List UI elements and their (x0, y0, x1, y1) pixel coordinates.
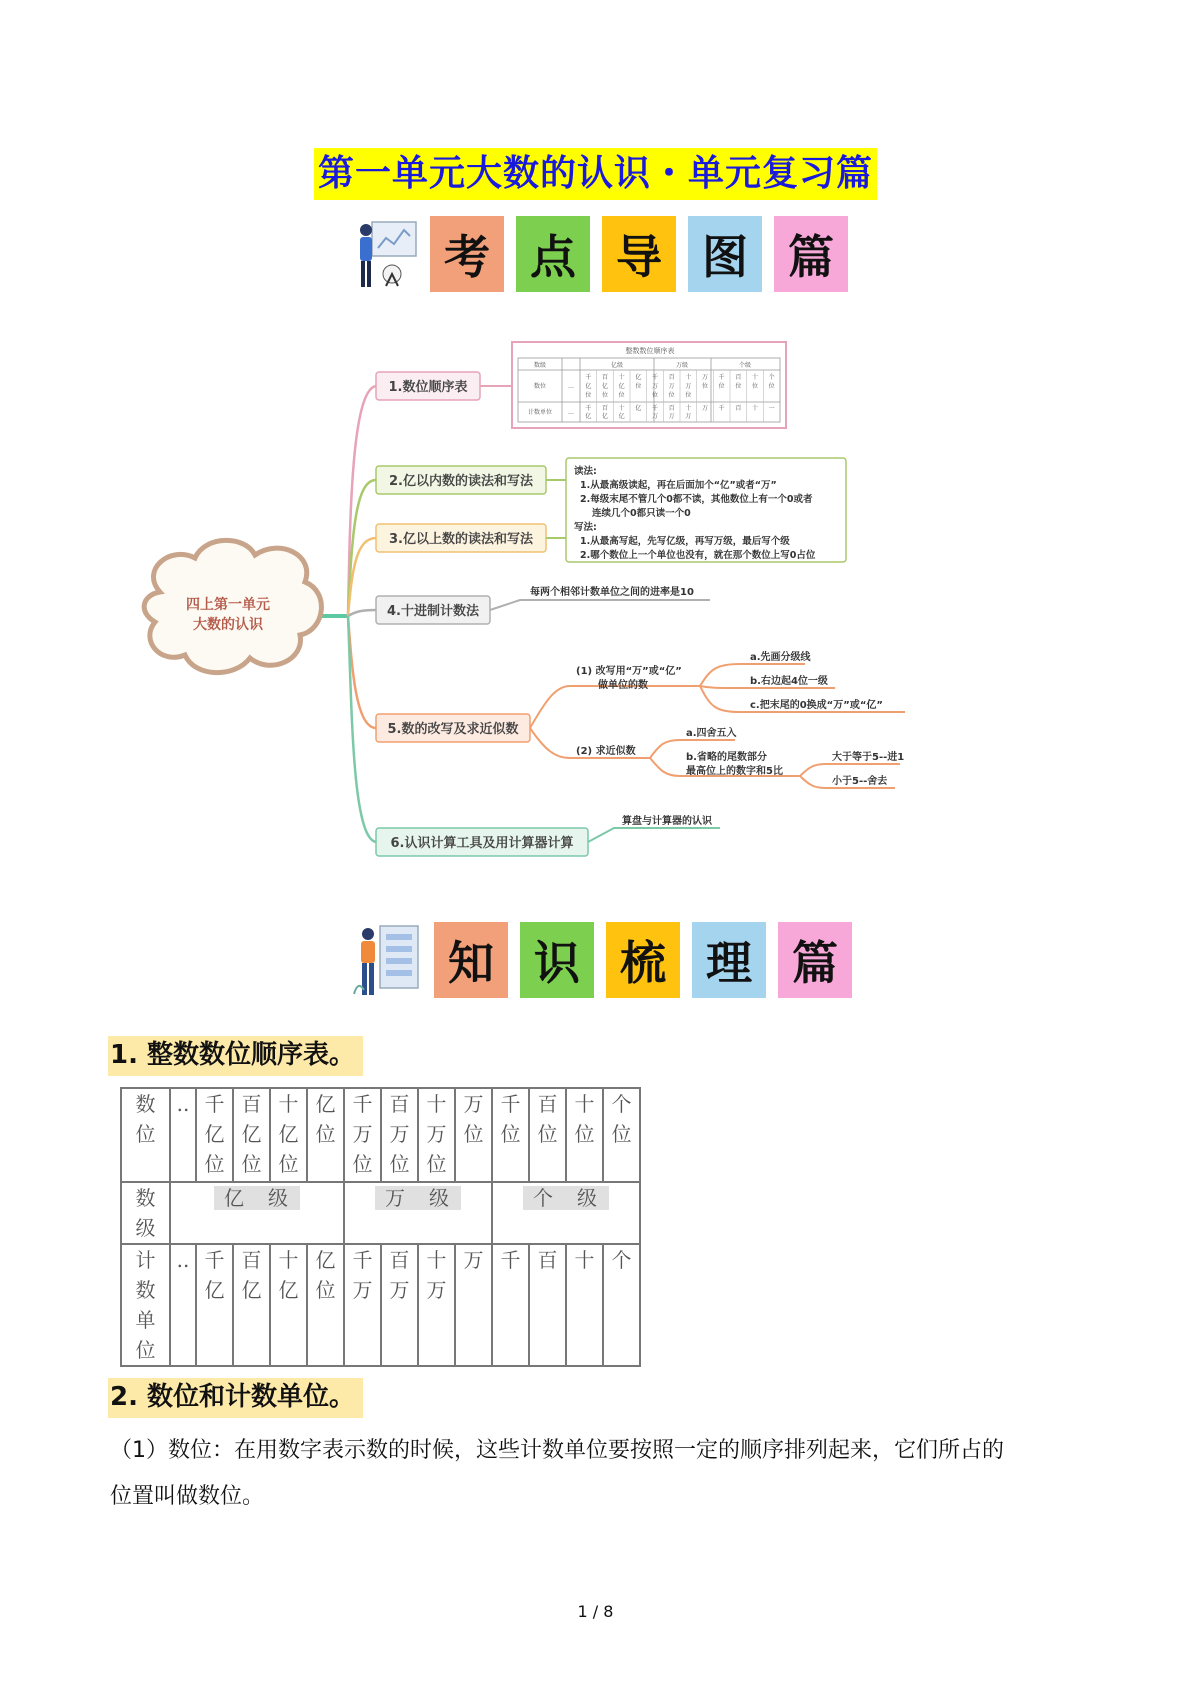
unit-cell: 十 万 (418, 1244, 455, 1366)
mini-unit-char: 百 (601, 405, 609, 412)
svg-text:…: … (568, 409, 574, 416)
tools-note: 算盘与计算器的认识 (622, 816, 712, 827)
paragraph-line-1: （1）数位：在用数字表示数的时候，这些计数单位要按照一定的顺序排列起来，它们所占的 (110, 1438, 1005, 1463)
mini-digit-char: 万 (701, 374, 709, 381)
mini-unit-char: 亿 (601, 413, 609, 420)
mini-digit-char: 位 (701, 383, 709, 390)
digit-cell: 十 位 (566, 1088, 603, 1182)
mini-digit-char: 位 (735, 383, 742, 390)
svg-text:亿级: 亿级 (610, 362, 624, 369)
level-wan: 万 级 (344, 1182, 492, 1244)
unit-cell: 千 (492, 1244, 529, 1366)
svg-text:数位: 数位 (533, 383, 547, 390)
mini-digit-char: 个 (768, 374, 775, 381)
svg-text:数级: 数级 (533, 362, 547, 369)
mini-unit-char: 万 (668, 413, 675, 420)
presenter-board-icon (350, 922, 422, 1004)
mini-digit-char: 万 (651, 383, 659, 390)
mindmap-center-line1: 四上第一单元 (186, 597, 270, 613)
note-line-5: 写法: (574, 522, 597, 533)
svg-text:个级: 个级 (738, 362, 752, 369)
place-value-table (120, 1087, 641, 1367)
unit-cell: 十 亿 (270, 1244, 307, 1366)
banner2-tile-4: 理 (692, 922, 766, 998)
unit-cell: 万 (455, 1244, 492, 1366)
note-line-1: 读法: (574, 466, 597, 477)
mini-digit-char: 位 (718, 383, 725, 390)
mini-digit-char: 位 (651, 392, 659, 399)
mini-unit-char: 万 (685, 413, 692, 420)
level-yi: 亿 级 (170, 1182, 344, 1244)
digit-cell: 千 位 (492, 1088, 529, 1182)
rewrite-sub2-item-a: a.四舍五入 (686, 728, 737, 739)
note-line-4: 连续几个0都只读一个0 (592, 508, 691, 519)
mini-digit-char: 十 (751, 374, 759, 381)
mini-unit-char: 千 (585, 405, 592, 412)
rewrite-sub1-item-a: a.先画分级线 (750, 652, 811, 663)
mini-unit-char: 十 (751, 405, 759, 412)
mini-digit-char: 千 (651, 374, 659, 381)
mini-unit-char: 亿 (618, 413, 625, 420)
svg-text:…: … (568, 383, 574, 390)
digit-cell: 万 位 (455, 1088, 492, 1182)
mini-digit-char: 千 (718, 374, 725, 381)
unit-cell: 个 (603, 1244, 640, 1366)
banner1-tile-5: 篇 (774, 216, 848, 292)
branch-1-label: 1.数位顺序表 (388, 380, 468, 395)
digit-cell: 千 万 位 (344, 1088, 381, 1182)
branch-2-label: 2.亿以内数的读法和写法 (389, 474, 533, 489)
mini-digit-char: 万 (668, 383, 675, 390)
banner1-tile-4: 图 (688, 216, 762, 292)
mini-digit-char: 位 (768, 383, 775, 390)
rewrite-sub2-item-b-line1: b.省略的尾数部分 (686, 752, 767, 763)
svg-text:整数数位顺序表: 整数数位顺序表 (625, 347, 675, 355)
mini-digit-char: 百 (735, 374, 742, 381)
banner2-tile-1: 知 (434, 922, 508, 998)
banner2-tile-2: 识 (520, 922, 594, 998)
digit-cell: 百 万 位 (381, 1088, 418, 1182)
mindmap-center-cloud (144, 540, 321, 672)
branch-3-label: 3.亿以上数的读法和写法 (389, 532, 533, 547)
note-line-2: 1.从最高级读起，再在后面加个“亿”或者“万” (580, 480, 777, 491)
mini-unit-char: 亿 (635, 405, 642, 412)
rewrite-leaf-2: 小于5--舍去 (832, 776, 888, 787)
mini-digit-char: 百 (601, 374, 609, 381)
digit-cell: 百 位 (529, 1088, 566, 1182)
rewrite-sub1-line2: 做单位的数 (598, 680, 648, 691)
table-ellipsis-1: .. (170, 1088, 196, 1182)
unit-cell: 千 亿 (196, 1244, 233, 1366)
mini-digit-char: 位 (685, 392, 692, 399)
rewrite-sub1-line1: (1) 改写用“万”或“亿” (576, 666, 682, 677)
branch-6-label: 6.认识计算工具及用计算器计算 (390, 836, 574, 851)
mini-place-value-table (512, 342, 786, 428)
branch-5-label: 5.数的改写及求近似数 (387, 722, 519, 737)
mini-digit-char: 十 (618, 374, 625, 381)
branch-4-label: 4.十进制计数法 (387, 604, 479, 619)
mini-unit-char: 十 (685, 405, 692, 412)
mini-digit-char: 位 (585, 392, 592, 399)
digit-cell: 百 亿 位 (233, 1088, 270, 1182)
mini-unit-char: 万 (651, 413, 659, 420)
mini-digit-char: 位 (618, 392, 625, 399)
document-title (0, 148, 1191, 200)
mini-unit-char: 百 (735, 405, 742, 412)
mini-digit-char: 百 (668, 374, 675, 381)
mini-digit-char: 亿 (601, 383, 609, 390)
unit-cell: 十 (566, 1244, 603, 1366)
banner1-tile-3: 导 (602, 216, 676, 292)
banner1-tile-1: 考 (430, 216, 504, 292)
note-line-3: 2.每级末尾不管几个0都不读，其他数位上有一个0或者 (580, 494, 813, 505)
level-ge: 个 级 (492, 1182, 640, 1244)
rewrite-leaf-1: 大于等于5--进1 (832, 752, 905, 763)
rewrite-sub2-item-b-line2: 最高位上的数字和5比 (686, 766, 783, 777)
unit-cell: 亿 位 (307, 1244, 344, 1366)
paragraph-line-2: 位置叫做数位。 (110, 1484, 265, 1509)
page-number: 1 / 8 (577, 1602, 614, 1621)
mini-unit-char: 十 (618, 405, 625, 412)
note-line-7: 2.哪个数位上一个单位也没有，就在那个数位上写0占位 (580, 550, 816, 561)
unit-cell: 百 亿 (233, 1244, 270, 1366)
digit-cell: 千 亿 位 (196, 1088, 233, 1182)
svg-text:计数单位: 计数单位 (527, 409, 553, 416)
mini-unit-char: 亿 (585, 413, 592, 420)
mini-digit-char: 千 (585, 374, 592, 381)
mini-digit-char: 万 (685, 383, 692, 390)
digit-cell: 十 亿 位 (270, 1088, 307, 1182)
mini-digit-char: 位 (601, 392, 609, 399)
unit-cell: 百 (529, 1244, 566, 1366)
mini-unit-char: 万 (701, 405, 709, 412)
mini-digit-char: 位 (751, 383, 759, 390)
section-1-heading: 1. 整数数位顺序表。 (108, 1036, 363, 1076)
mini-unit-char: 千 (718, 405, 725, 412)
banner2-tile-3: 梳 (606, 922, 680, 998)
mini-digit-char: 亿 (618, 383, 625, 390)
banner-kaodian-daotu (350, 216, 850, 294)
mini-digit-char: 位 (668, 392, 675, 399)
mindmap-diagram (0, 330, 1191, 870)
mini-unit-char: 百 (668, 405, 675, 412)
banner1-tile-2: 点 (516, 216, 590, 292)
mini-digit-char: 位 (635, 383, 642, 390)
banner2-tile-5: 篇 (778, 922, 852, 998)
digit-cell: 亿 位 (307, 1088, 344, 1182)
table-row1-label: 数 位 (121, 1088, 170, 1182)
table-row3-label: 计 数 单 位 (121, 1244, 170, 1366)
digit-cell: 个 位 (603, 1088, 640, 1182)
mini-digit-char: 十 (685, 374, 692, 381)
rewrite-sub1-item-b: b.右边起4位一级 (750, 676, 828, 687)
svg-text:万级: 万级 (675, 362, 689, 369)
read-write-notes-box (566, 458, 846, 562)
presenter-illustration-icon (350, 216, 422, 296)
mini-digit-char: 亿 (585, 383, 592, 390)
mindmap-center-line2: 大数的认识 (193, 617, 263, 633)
mini-digit-char: 亿 (635, 374, 642, 381)
rewrite-sub1-item-c: c.把末尾的0换成“万”或“亿” (750, 700, 883, 711)
document-title-text: 第一单元大数的认识・单元复习篇 (314, 148, 877, 200)
table-row2-label: 数 级 (121, 1182, 170, 1244)
note-line-6: 1.从最高写起，先写亿级，再写万级，最后写个级 (580, 536, 790, 547)
unit-cell: 百 万 (381, 1244, 418, 1366)
unit-cell: 千 万 (344, 1244, 381, 1366)
mini-unit-char: 一 (768, 405, 775, 412)
banner-zhishi-shuli (350, 922, 860, 1000)
section-2-heading: 2. 数位和计数单位。 (108, 1378, 363, 1418)
digit-cell: 十 万 位 (418, 1088, 455, 1182)
rewrite-sub2-label: (2) 求近似数 (576, 746, 636, 757)
decimal-note: 每两个相邻计数单位之间的进率是10 (530, 587, 694, 598)
table-ellipsis-2: .. (170, 1244, 196, 1366)
mini-unit-char: 千 (651, 405, 659, 412)
